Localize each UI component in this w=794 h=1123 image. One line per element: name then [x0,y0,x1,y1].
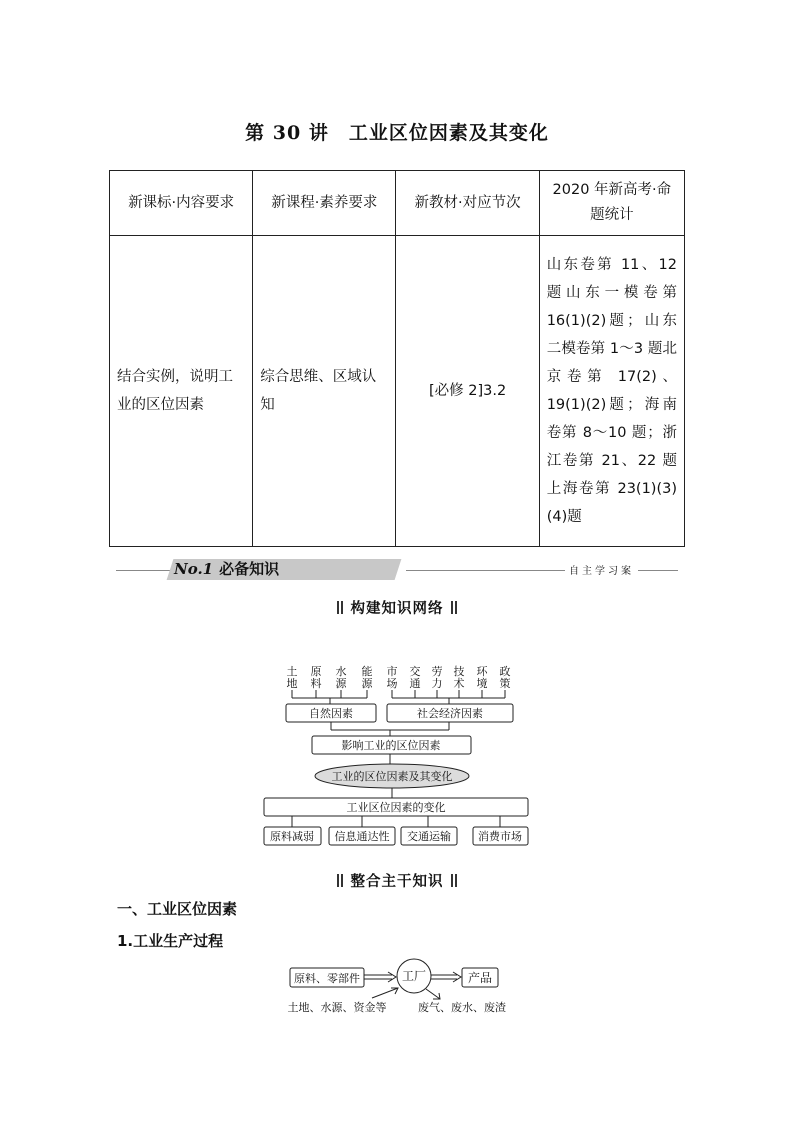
social-factor-label: 市场 [386,665,398,690]
social-factor-label: 交通 [409,665,421,690]
section-subtitle [0,870,794,891]
natural-factor-label: 能源 [361,665,373,690]
page-title: 第 30 讲 工业区位因素及其变化 [245,122,549,144]
factory-label: 工厂 [401,969,427,983]
process-input-label: 原料、零部件 [294,972,360,985]
change-item-label: 原料减弱 [270,830,314,843]
social-factor-label: 环境 [476,665,488,690]
change-item-label: 信息通达性 [334,830,390,843]
section-subtitle-text: 构建知识网络 [350,601,444,617]
social-factor-label: 技术 [453,665,465,690]
heading-industrial-location-factors: 一、工业区位因素 [117,900,238,918]
natural-group-label: 自然因素 [309,707,353,720]
social-factor-label: 政策 [499,665,511,690]
waste-label: 废气、废水、废渣 [418,1001,506,1014]
table-header-cell: 新课程·素养要求 [253,171,396,236]
social-factor-label: 劳力 [431,665,443,690]
table-header-cell: 新教材·对应节次 [396,171,539,236]
natural-factor-label: 水源 [335,665,347,690]
natural-factor-label: 原料 [310,665,322,690]
influence-label: 影响工业的区位因素 [341,739,441,752]
banner-subtitle: 自主学习案 [565,562,638,577]
banner-label: 必备知识 [219,560,280,578]
change-label: 工业区位因素的变化 [346,801,446,814]
table-cell: 结合实例，说明工业的区位因素 [110,236,253,547]
table-header-cell: 新课标·内容要求 [110,171,253,236]
extra-input-label: 土地、水源、资金等 [287,1001,387,1014]
banner-number: No.1 [174,560,214,578]
table-header-cell: 2020 年新高考·命题统计 [539,171,684,236]
table-cell: 综合思维、区域认知 [253,236,396,547]
center-label: 工业的区位因素及其变化 [331,770,453,783]
table-cell: [必修 2]3.2 [396,236,539,547]
change-item-label: 消费市场 [478,830,522,843]
natural-factor-label: 土地 [286,665,298,690]
process-output-label: 产品 [467,971,493,985]
table-cell: 山东卷第 11、12 题山东一模卷第 16(1)(2)题；山东二模卷第 1～3 题北京卷第 17(2)、19(1)(2)题；海南卷第 8～10 题；浙江卷第 21、22 题上海卷第 23(1)(3)(4)题 [539,236,684,547]
change-item-label: 交通运输 [407,830,451,843]
social-group-label: 社会经济因素 [417,707,483,720]
section-subtitle-text: 整合主干知识 [350,874,444,890]
heading-production-process: 1.工业生产过程 [117,932,224,950]
